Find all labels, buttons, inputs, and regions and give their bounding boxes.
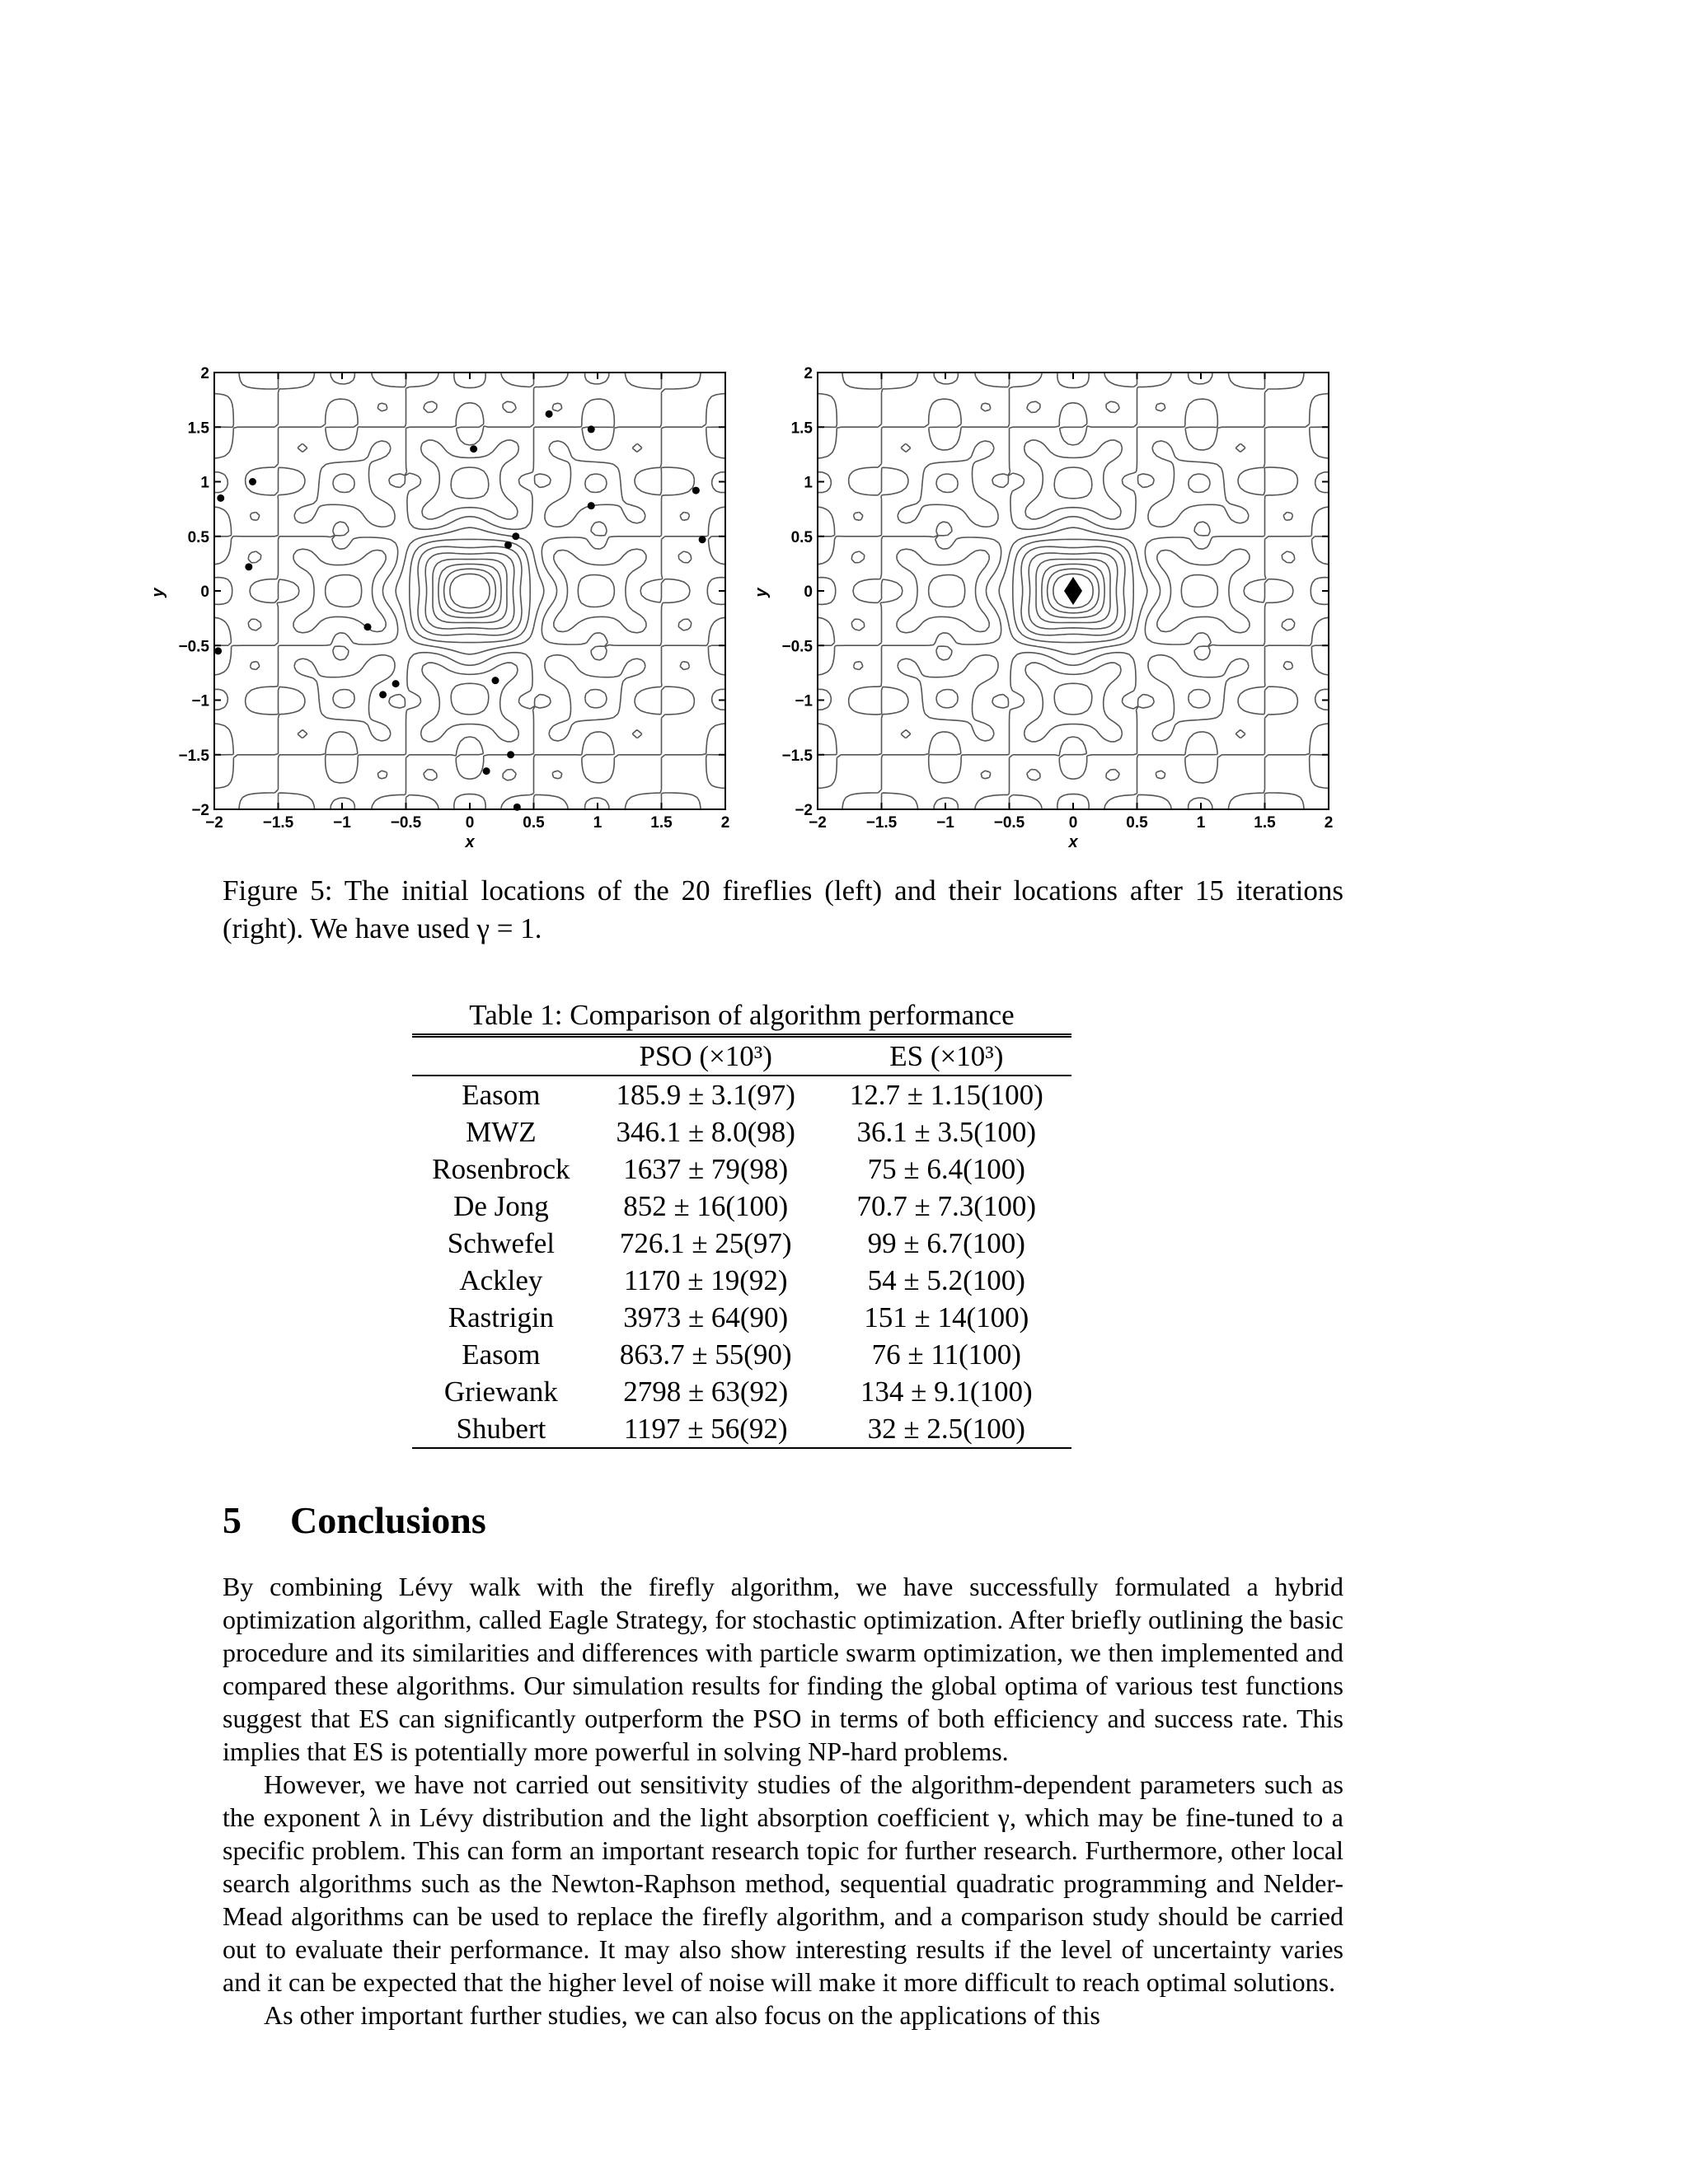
firefly-point bbox=[492, 677, 499, 684]
firefly-point bbox=[588, 502, 595, 509]
y-tick-label: 0.5 bbox=[187, 528, 209, 546]
x-tick-label: −1 bbox=[333, 814, 351, 832]
function-name: Schwefel bbox=[447, 1226, 556, 1259]
y-tick-label: −1 bbox=[795, 692, 813, 710]
y-tick-label: 1.5 bbox=[790, 419, 813, 438]
es-value: 12.7 ± 1.15(100) bbox=[849, 1078, 1043, 1111]
firefly-point bbox=[392, 680, 400, 687]
x-tick-label: −0.5 bbox=[993, 814, 1025, 832]
firefly-point bbox=[379, 691, 387, 698]
y-axis-label: y bbox=[753, 588, 771, 598]
section-heading bbox=[223, 1498, 486, 1542]
y-tick-label: 1 bbox=[200, 474, 209, 492]
y-tick-label: −0.5 bbox=[178, 638, 209, 656]
y-tick-label: 1.5 bbox=[187, 419, 209, 438]
y-tick-label: 2 bbox=[200, 365, 209, 382]
paragraph: However, we have not carried out sensitivity studies of the algorithm-dependent parameters such as the exponent λ in Lévy distribution and the light absorption coefficient γ, which may be fine-tuned to a specific problem. This can form an important research topic for further research. Furthermore, other local search algorithms such as the Newton-Raphson method, sequential quadratic programming and Nelder-Mead algorithms can be used to replace the firefly algorithm, and a comparison study should be carried out to evaluate their performance. It may also show interesting results if the level of uncertainty varies and it can be expected that the higher level of noise will make it more difficult to reach optimal solutions. bbox=[223, 1769, 1343, 1997]
x-tick-label: −0.5 bbox=[390, 814, 422, 832]
pso-value: 3973 ± 64(90) bbox=[623, 1301, 789, 1333]
es-value: 32 ± 2.5(100) bbox=[867, 1412, 1025, 1445]
firefly-point bbox=[470, 445, 477, 452]
firefly-point bbox=[504, 541, 512, 549]
contour-lines bbox=[214, 373, 725, 809]
y-tick-label: −2 bbox=[191, 802, 209, 819]
es-value: 70.7 ± 7.3(100) bbox=[856, 1189, 1037, 1222]
table-row bbox=[412, 1113, 1071, 1151]
pso-value: 852 ± 16(100) bbox=[623, 1189, 789, 1222]
firefly-point bbox=[249, 478, 256, 485]
firefly-point bbox=[692, 487, 700, 494]
firefly-point bbox=[245, 563, 252, 570]
table-header-row bbox=[412, 1036, 1071, 1076]
firefly-point bbox=[512, 532, 519, 540]
x-tick-label: −2 bbox=[809, 814, 827, 832]
y-tick-label: −2 bbox=[795, 802, 813, 819]
y-tick-label: 0.5 bbox=[790, 528, 813, 546]
figure-right-panel bbox=[752, 354, 1378, 857]
y-tick-label: −1 bbox=[191, 692, 209, 710]
firefly-point bbox=[364, 623, 372, 630]
x-tick-label: 0 bbox=[465, 814, 475, 832]
paragraph: As other important further studies, we can also focus on the applications of this bbox=[264, 2000, 1100, 2030]
x-tick-label: 2 bbox=[1324, 814, 1334, 832]
table-row bbox=[412, 1262, 1071, 1299]
es-value: 76 ± 11(100) bbox=[871, 1338, 1021, 1371]
section-number: 5 bbox=[223, 1499, 241, 1541]
table-row bbox=[412, 1151, 1071, 1188]
figure-left-panel bbox=[148, 354, 775, 857]
table-row bbox=[412, 1410, 1071, 1448]
function-name: Rastrigin bbox=[448, 1301, 555, 1333]
paragraph: By combining Lévy walk with the firefly algorithm, we have successfully formulated a hybrid optimization algorithm, called Eagle Strategy, for stochastic optimization. After briefly outlining the basic procedure and its similarities and differences with particle swarm optimization, we then implemented and compared these algorithms. Our simulation results for finding the global optima of various test functions suggest that ES can significantly outperform the PSO in terms of both efficiency and success rate. This implies that ES is potentially more powerful in solving NP-hard problems. bbox=[223, 1572, 1343, 1766]
function-name: Rosenbrock bbox=[432, 1152, 570, 1185]
section-title: Conclusions bbox=[290, 1499, 486, 1541]
y-tick-label: 2 bbox=[804, 365, 813, 382]
x-tick-label: 1.5 bbox=[1254, 814, 1276, 832]
firefly-point bbox=[513, 804, 521, 811]
function-name: Ackley bbox=[459, 1263, 543, 1296]
pso-value: 346.1 ± 8.0(98) bbox=[616, 1115, 795, 1148]
table-row bbox=[412, 1336, 1071, 1373]
firefly-point bbox=[507, 751, 514, 758]
es-value: 75 ± 6.4(100) bbox=[867, 1152, 1025, 1185]
firefly-point bbox=[588, 425, 595, 433]
function-name: Easom bbox=[462, 1338, 541, 1371]
y-tick-label: −1.5 bbox=[781, 747, 813, 765]
es-value: 134 ± 9.1(100) bbox=[860, 1375, 1033, 1408]
y-axis-label: y bbox=[149, 588, 167, 598]
pso-value: 185.9 ± 3.1(97) bbox=[616, 1078, 795, 1111]
table-row bbox=[412, 1076, 1071, 1113]
pso-value: 863.7 ± 55(90) bbox=[619, 1338, 792, 1371]
x-tick-label: −2 bbox=[205, 814, 223, 832]
x-tick-label: 2 bbox=[720, 814, 730, 832]
x-axis-label: x bbox=[465, 833, 475, 851]
y-tick-label: 0 bbox=[200, 583, 209, 601]
firefly-point bbox=[483, 767, 490, 775]
y-tick-label: −0.5 bbox=[781, 638, 813, 656]
y-tick-label: −1.5 bbox=[178, 747, 209, 765]
pso-value: 1637 ± 79(98) bbox=[623, 1152, 789, 1185]
table-row bbox=[412, 1225, 1071, 1262]
x-tick-label: 0.5 bbox=[523, 814, 545, 832]
table-row bbox=[412, 1373, 1071, 1410]
table-header-pso: PSO (×10³) bbox=[639, 1039, 772, 1072]
x-tick-label: 1 bbox=[1196, 814, 1206, 832]
pso-value: 1197 ± 56(92) bbox=[623, 1412, 788, 1445]
es-value: 99 ± 6.7(100) bbox=[867, 1226, 1025, 1259]
es-value: 151 ± 14(100) bbox=[864, 1301, 1029, 1333]
function-name: MWZ bbox=[466, 1115, 537, 1148]
x-tick-label: −1 bbox=[936, 814, 954, 832]
section-body bbox=[223, 1570, 1343, 2032]
es-value: 36.1 ± 3.5(100) bbox=[856, 1115, 1037, 1148]
function-name: De Jong bbox=[453, 1189, 549, 1222]
function-name: Shubert bbox=[456, 1412, 546, 1445]
firefly-point bbox=[546, 410, 553, 418]
table-row bbox=[412, 1299, 1071, 1336]
y-tick-label: 0 bbox=[804, 583, 813, 601]
table-header-function bbox=[412, 1036, 590, 1076]
figure-caption: Figure 5: The initial locations of the 20 fireflies (left) and their locations after 15 iterations (right). We have used γ = 1. bbox=[223, 874, 1343, 944]
firefly-cluster-marker bbox=[1064, 577, 1082, 605]
table-header-es: ES (×10³) bbox=[889, 1039, 1004, 1072]
x-tick-label: −1.5 bbox=[262, 814, 294, 832]
table-caption: Table 1: Comparison of algorithm performance bbox=[469, 999, 1015, 1031]
pso-value: 726.1 ± 25(97) bbox=[619, 1226, 792, 1259]
x-tick-label: 0.5 bbox=[1126, 814, 1148, 832]
contour-plot-after-15-iterations bbox=[752, 354, 1378, 857]
pso-value: 2798 ± 63(92) bbox=[623, 1375, 789, 1408]
firefly-point bbox=[214, 647, 222, 654]
pso-value: 1170 ± 19(92) bbox=[623, 1263, 788, 1296]
x-tick-label: 1.5 bbox=[650, 814, 673, 832]
table-block bbox=[412, 997, 1071, 1449]
x-tick-label: 0 bbox=[1068, 814, 1078, 832]
x-tick-label: 1 bbox=[593, 814, 603, 832]
firefly-point bbox=[217, 494, 224, 502]
es-value: 54 ± 5.2(100) bbox=[867, 1263, 1025, 1296]
firefly-point bbox=[699, 536, 706, 543]
table-row bbox=[412, 1188, 1071, 1225]
x-axis-label: x bbox=[1068, 833, 1078, 851]
contour-plot-initial bbox=[148, 354, 775, 857]
plot-frame bbox=[214, 373, 725, 809]
x-tick-label: −1.5 bbox=[865, 814, 898, 832]
results-table bbox=[412, 1033, 1071, 1449]
y-tick-label: 1 bbox=[804, 474, 813, 492]
function-name: Griewank bbox=[443, 1375, 558, 1408]
function-name: Easom bbox=[462, 1078, 541, 1111]
